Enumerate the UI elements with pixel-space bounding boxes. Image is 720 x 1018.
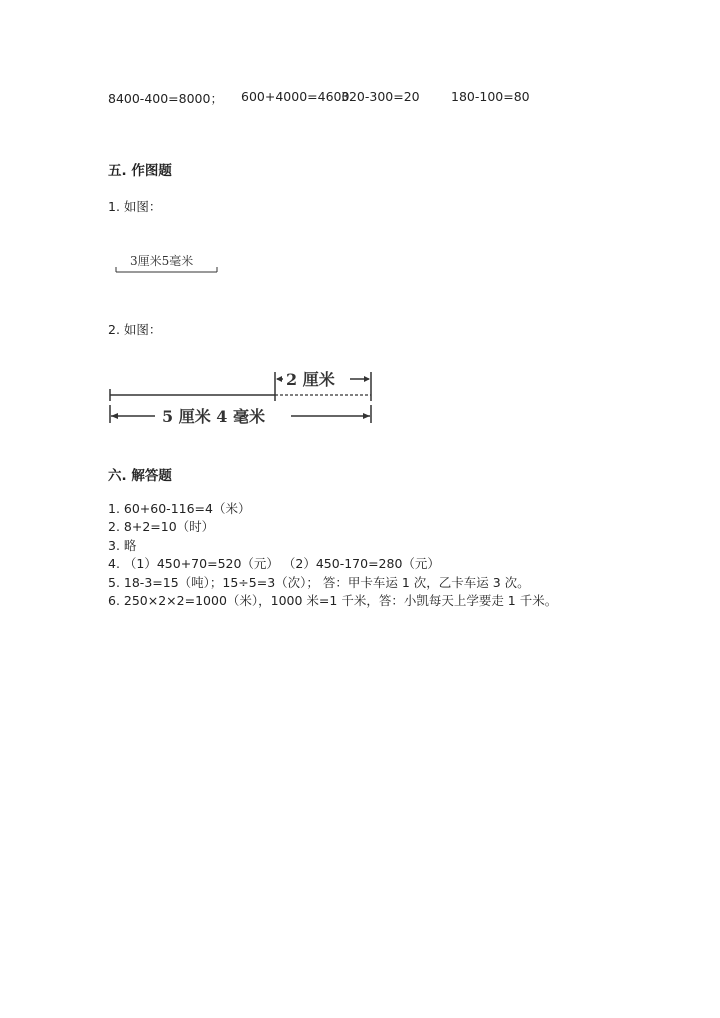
answer-2: 2. 8+2=10（时） (108, 519, 215, 534)
answer-3: 3. 略 (108, 538, 137, 553)
figure-2-top-arrowhead-left (276, 376, 282, 382)
equation-2: 600+4000=4600 (241, 89, 350, 104)
figure-2-top-label: 2 厘米 (286, 370, 335, 389)
answer-6: 6. 250×2×2=1000（米），1000 米=1 千米，答：小凯每天上学要走 1 千米。 (108, 593, 558, 608)
answer-4: 4. （1）450+70=520（元） （2）450-170=280（元） (108, 556, 440, 571)
question-1-label: 1. 如图： (108, 199, 162, 214)
section-5-title: 五. 作图题 (108, 163, 172, 179)
equation-3: 320-300=20 (341, 89, 420, 104)
figure-2-top-arrowhead-right (364, 376, 370, 382)
answer-1: 1. 60+60-116=4（米） (108, 501, 251, 516)
figure-2-segments (105, 362, 385, 428)
answer-5: 5. 18-3=15（吨）；15÷5=3（次）； 答：甲卡车运 1 次，乙卡车运 3 次。 (108, 575, 530, 590)
figure-1-label: 3厘米5毫米 (130, 254, 194, 268)
section-6-title: 六. 解答题 (108, 468, 172, 484)
figure-2-bottom-label: 5 厘米 4 毫米 (162, 407, 265, 426)
figure-2-bottom-arrowhead-right (363, 413, 370, 419)
question-2-label: 2. 如图： (108, 322, 162, 337)
figure-2-bottom-arrowhead-left (111, 413, 118, 419)
figure-1-segment (110, 248, 230, 278)
equation-4: 180-100=80 (451, 89, 530, 104)
equation-1: 8400-400=8000； (108, 91, 223, 106)
